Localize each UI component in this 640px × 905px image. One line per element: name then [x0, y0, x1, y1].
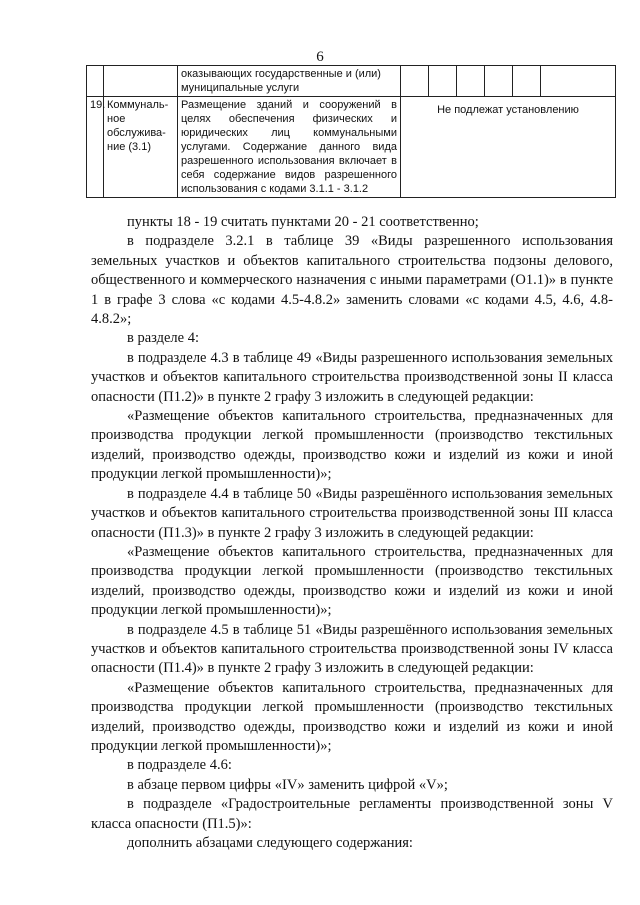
regulations-table	[86, 65, 616, 198]
table-row	[87, 97, 616, 198]
row-number: 19.	[87, 97, 104, 198]
table-row	[87, 66, 616, 97]
paragraph: пункты 18 - 19 считать пунктами 20 - 21 соответственно;	[127, 214, 479, 230]
paragraph: в подразделе 4.4 в таблице 50 «Виды разрешённого использования земельных участков и объектов капитального строительства производственной зоны III класса опасности (П1.3)» в пункте 2 графу 3 изложить в следующей редакции:	[91, 485, 613, 541]
table-cell	[457, 66, 485, 97]
row-parameters: Не подлежат установлению	[401, 97, 616, 198]
paragraph: дополнить абзацами следующего содержания:	[127, 835, 413, 851]
paragraph: «Размещение объектов капитального строительства, предназначенных для производства продукции легкой промышленности (производство текстильных изделий, производство одежды, производство кожи и изделий из кожи и иной продукции легкой промышленности)»;	[91, 679, 613, 754]
paragraph: в подразделе 4.3 в таблице 49 «Виды разрешенного использования земельных участков и объектов капитального строительства производственной зоны II класса опасности (П1.2)» в пункте 2 графу 3 изложить в следующей редакции:	[91, 349, 613, 405]
page-number: 6	[316, 49, 324, 65]
table-cell	[104, 66, 178, 97]
paragraph: «Размещение объектов капитального строительства, предназначенных для производства продукции легкой промышленности (производство текстильных изделий, производство одежды, производство кожи и изделий из кожи и иной продукции легкой промышленности)»;	[91, 543, 613, 619]
table-cell	[429, 66, 457, 97]
table-cell	[87, 66, 104, 97]
paragraph: в подразделе «Градостроительные регламенты производственной зоны V класса опасности (П1.5)»:	[91, 796, 613, 832]
paragraph: в подразделе 4.6:	[127, 757, 232, 774]
table-cell	[401, 66, 429, 97]
body-text	[91, 213, 613, 853]
paragraph: «Размещение объектов капитального строительства, предназначенных для производства продукции легкой промышленности (производство текстильных изделий, производство одежды, производство кожи и изделий из кожи и иной продукции легкой промышленности)»;	[91, 408, 613, 483]
paragraph: в подразделе 3.2.1 в таблице 39 «Виды разрешенного использования земельных участков и объектов капитального строительства подзоны делового, общественного и коммерческого назначения с иными параметрами (О1.1)» в пункте 1 в графе 3 слова «с кодами 4.5-4.8.2» заменить словами «с кодами 4.5, 4.6, 4.8-4.8.2»;	[91, 233, 613, 328]
row-name: Коммуналь-ное обслужива-ние (3.1)	[104, 97, 178, 198]
paragraph: в абзаце первом цифры «IV» заменить цифрой «V»;	[127, 776, 448, 793]
table-cell	[485, 66, 513, 97]
row-description: Размещение зданий и сооружений в целях обеспечения физических и юридических лиц коммунальными услугами. Содержание данного вида разрешенного использования включает в себя содержание видов разрешенного использования с кодами 3.1.1 - 3.1.2	[178, 97, 401, 198]
paragraph: в разделе 4:	[127, 330, 200, 347]
paragraph: в подразделе 4.5 в таблице 51 «Виды разрешённого использования земельных участков и объектов капитального строительства производственной зоны IV класса опасности (П1.4)» в пункте 2 графу 3 изложить в следующей редакции:	[91, 621, 613, 677]
table-cell	[513, 66, 541, 97]
table-cell-description: оказывающих государственные и (или) муниципальные услуги	[178, 66, 401, 97]
table-cell	[541, 66, 616, 97]
